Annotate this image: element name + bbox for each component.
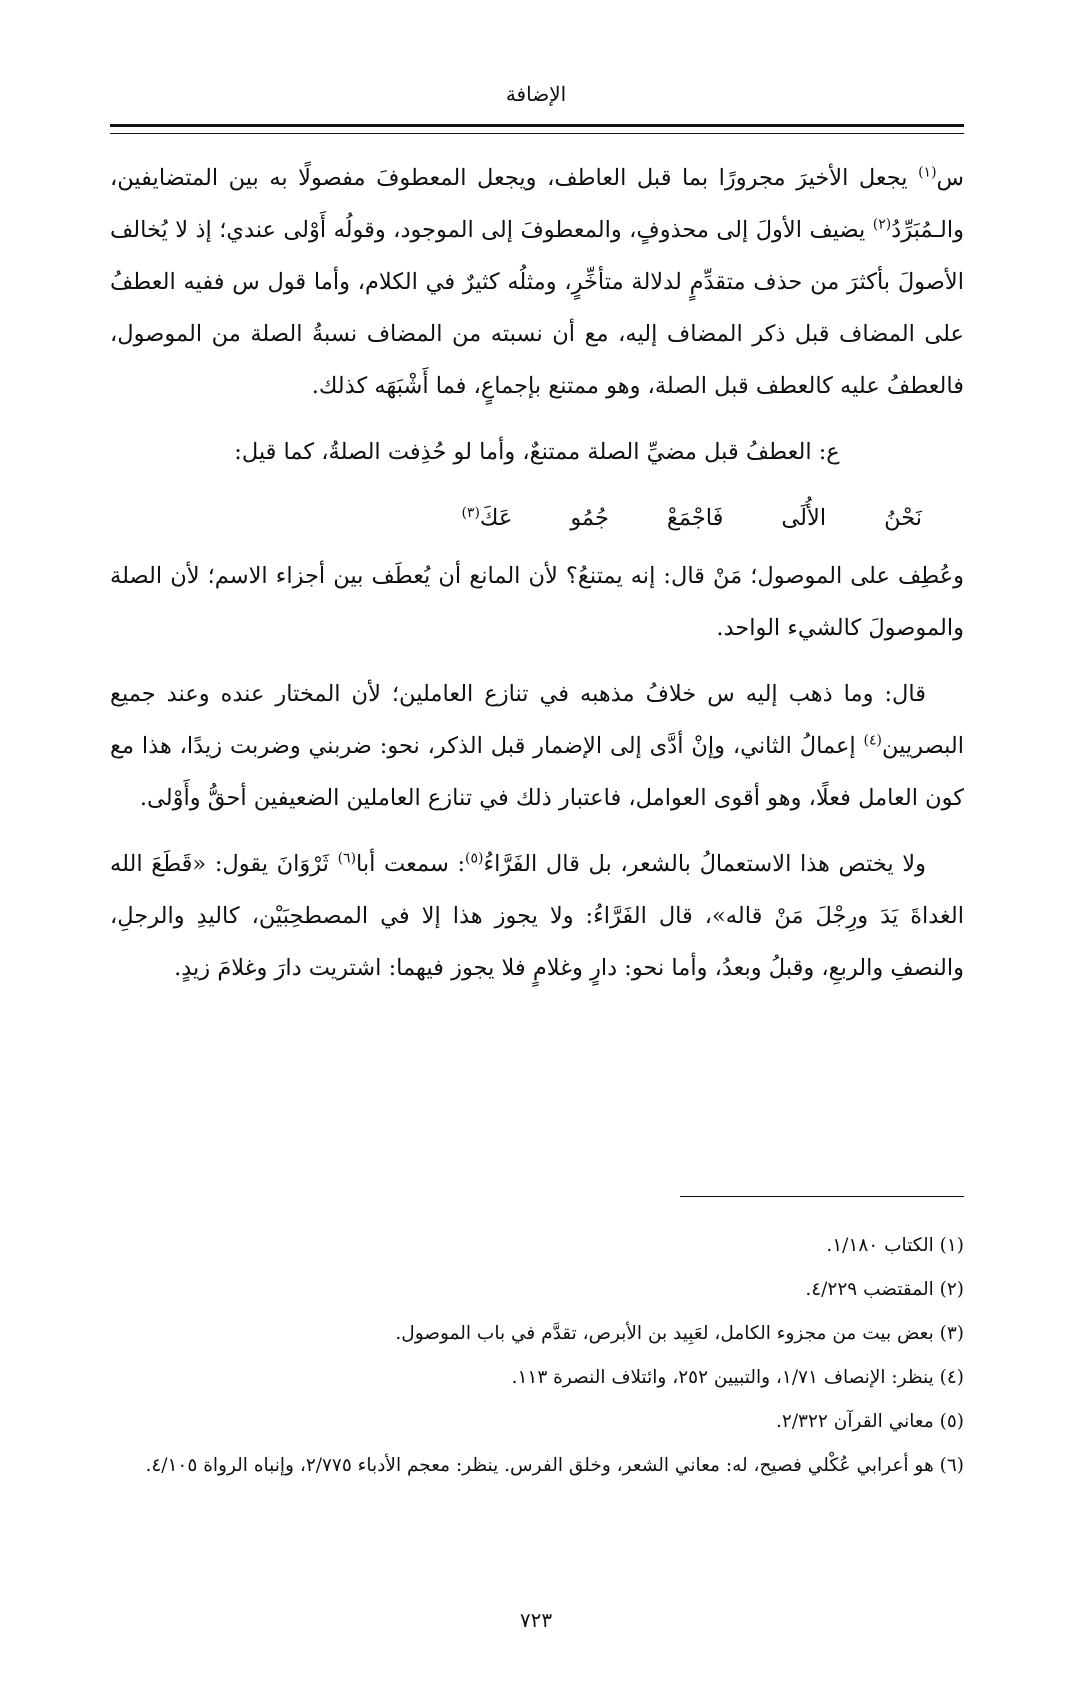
text-run: س	[936, 165, 964, 191]
text-run: : سمعت أبا	[356, 851, 466, 877]
footnote-ref-4: (٤)	[863, 732, 882, 749]
main-text	[110, 152, 964, 1008]
footnote-ref-5: (٥)	[465, 850, 484, 867]
paragraph-2: ع: العطفُ قبل مضيِّ الصلة ممتنعٌ، وأما لو حُذِفت الصلةُ، كما قيل:	[234, 439, 840, 465]
footnote-ref-2: (٢)	[872, 216, 892, 233]
verse-word: فَاجْمَعْ	[666, 505, 724, 531]
text-run: قال: وما ذهب إليه س خلافُ مذهبه في تنازع العاملين؛ لأن المختار عنده وعند جميع البصريين	[110, 681, 964, 759]
verse-word: نَحْنُ	[884, 505, 922, 531]
footnote-4: (٤) ينظر: الإنصاف ١/٧١، والتبيين ٢٥٢، وائتلاف النصرة ١١٣.	[511, 1367, 964, 1388]
footnote-3: (٣) بعض بيت من مجزوء الكامل، لعَبِيد بن الأبرص، تقدَّم في باب الموصول.	[395, 1323, 964, 1344]
footnote-5: (٥) معاني القرآن ٢/٣٢٢.	[776, 1411, 964, 1432]
header-rule-thick	[110, 124, 964, 127]
verse-word: عَكَ	[479, 505, 513, 531]
page-number: ٧٢٣	[519, 1608, 553, 1632]
footnotes	[110, 1224, 964, 1488]
verse-end: عَكَ(٣)	[461, 492, 512, 544]
text-run: يجعل الأخيرَ مجرورًا بما قبل العاطف، ويجعل المعطوفَ مفصولًا به بين المتضايفين، والـمُبَرِّدُ	[110, 165, 964, 243]
text-run: إعمالُ الثاني، وإنْ أدَّى إلى الإضمار قبل الذكر، نحو: ضربني وضربت زيدًا، هذا مع كون العامل فعلًا، وهو أقوى العوامل، فاعتبار ذلك في تنازع العاملين الضعيفين أحقُّ وأَوْلى.	[110, 733, 964, 811]
paragraph-5	[110, 838, 964, 994]
text-run: يضيف الأولَ إلى محذوفٍ، والمعطوفَ إلى الموجود، وقولُه أَوْلى عندي؛ إذ لا يُخالف الأصولَ بأكثرَ من حذف متقدِّمٍ لدلالة متأخِّرٍ، ومثلُه كثيرٌ في الكلام، وأما قول س ففيه العطفُ على المضاف قبل ذكر المضاف إليه، مع أن نسبته من المضاف نسبةُ الصلة من الموصول، فالعطفُ عليه كالعطف قبل الصلة، وهو ممتنع بإجماعٍ، فما أَشْبَهَه كذلك.	[110, 217, 964, 399]
footnote-ref-6: (٦)	[337, 850, 357, 867]
paragraph-1	[110, 152, 964, 412]
text-run: ثَرْوَانَ يقول: «قَطَعَ الله الغداةَ يَدَ ورِجْلَ مَنْ قاله»، قال الفَرَّاءُ: ولا يجوز هذا إلا في المصطحِبَيْن، كاليدِ والرجلِ، والنصفِ والربعِ، وقبلُ وبعدُ، وأما نحو: دارٍ وغلامٍ فلا يجوز فيهما: اشتريت دارَ وغلامَ زيدٍ.	[110, 851, 964, 981]
footnote-6: (٦) هو أعرابي عُكْلي فصيح، له: معاني الشعر، وخلق الفرس. ينظر: معجم الأدباء ٢/٧٧٥، وإنباه الرواة ٤/١٠٥.	[145, 1455, 964, 1476]
verse-line	[110, 492, 964, 544]
text-run: ولا يختص هذا الاستعمالُ بالشعر، بل قال الفَرَّاءُ	[483, 851, 926, 877]
header-rule-thin	[110, 133, 964, 134]
paragraph-4	[110, 668, 964, 824]
verse-word: جُمُو	[570, 505, 609, 531]
running-header: الإضافة	[505, 82, 567, 106]
footnote-separator	[680, 1196, 964, 1197]
footnote-1: (١) الكتاب ١/١٨٠.	[826, 1235, 964, 1256]
verse-word: الأُلَى	[781, 505, 827, 531]
paragraph-3: وعُطِف على الموصول؛ مَنْ قال: إنه يمتنعُ؟ لأن المانع أن يُعطَف بين أجزاء الاسم؛ لأن الصلة والموصولَ كالشيء الواحد.	[110, 563, 964, 641]
footnote-ref-1: (١)	[918, 164, 937, 181]
footnote-2: (٢) المقتضب ٤/٢٢٩.	[805, 1279, 964, 1300]
